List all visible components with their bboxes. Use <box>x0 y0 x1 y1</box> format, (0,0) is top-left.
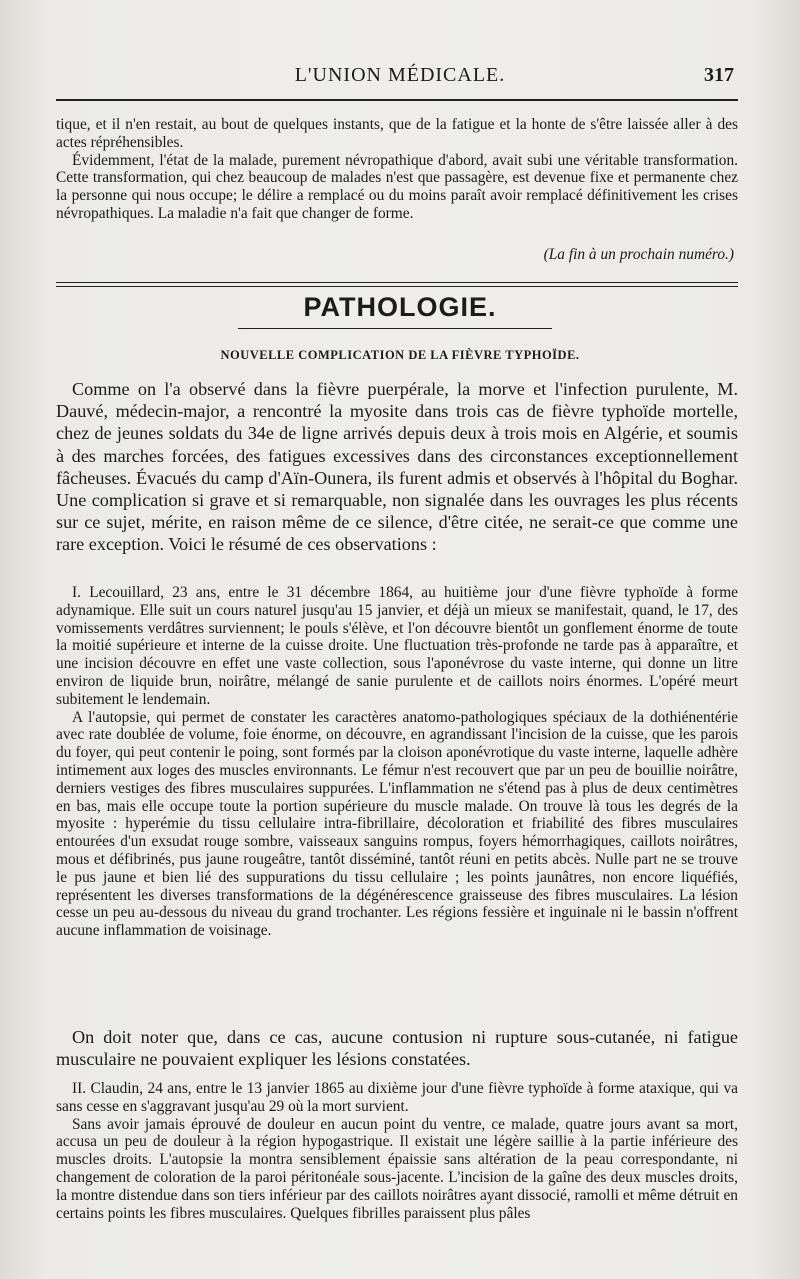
paragraph: On doit noter que, dans ce cas, aucune contusion ni rupture sous-cutanée, ni fatigue musculaire ne pouvaient expliquer les lésions constatées. <box>56 1027 738 1070</box>
article-title: NOUVELLE COMPLICATION DE LA FIÈVRE TYPHOÏDE. <box>220 348 580 362</box>
previous-article-text <box>56 116 738 223</box>
running-title: L'UNION MÉDICALE. <box>294 64 506 86</box>
continuation-note: (La fin à un prochain numéro.) <box>543 246 734 263</box>
paragraph: Comme on l'a observé dans la fièvre puerpérale, la morve et l'infection purulente, M. Dauvé, médecin-major, a rencontré la myosite dans trois cas de fièvre typhoïde mortelle, chez de jeunes soldats du 34e de ligne arrivés depuis deux à trois mois en Algérie, et soumis à des marches forcées, des fatigues excessives dans des circonstances exceptionnellement fâcheuses. Évacués du camp d'Aïn-Ounera, ils furent admis et observés à l'hôpital du Boghar. Une complication si grave et si remarquable, non signalée dans les ouvrages les plus récents sur ce sujet, mérite, en raison même de ce silence, d'être citée, ne serait-ce que comme une rare exception. Voici le résumé de ces observations : <box>56 379 738 555</box>
paragraph: I. Lecouillard, 23 ans, entre le 31 décembre 1864, au huitième jour d'une fièvre typhoïde à forme adynamique. Elle suit un cours naturel jusqu'au 15 janvier, et déjà un mieux se manifestait, quand, le 17, des vomissements verdâtres surviennent; le pouls s'élève, et l'on découvre bientôt un gonflement énorme de toute la moitié supérieure et interne de la cuisse droite. Une fluctuation très-profonde ne tarde pas à apparaître, et une incision découvre en effet une vaste collection, sous l'aponévrose du vaste interne, qui donne un litre environ de liquide brun, noirâtre, mélangé de sanie purulente et de caillots noirs énormes. L'opéré meurt subitement le lendemain. <box>56 584 738 708</box>
section-title: PATHOLOGIE. <box>303 292 497 322</box>
page-header <box>0 64 800 94</box>
page-number: 317 <box>704 64 734 86</box>
article-intro <box>56 378 738 556</box>
paragraph: A l'autopsie, qui permet de constater les caractères anatomo-pathologiques spéciaux de la dothiénentérie avec rate doublée de volume, foie énorme, on découvre, en agrandissant l'incision de la cuisse, que les parois du foyer, qui peut contenir le poing, sont formés par la cloison aponévrotique du vaste interne, laquelle adhère intimement aux loges des muscles environnants. Le fémur n'est recouvert que par un peu de bouillie noirâtre, derniers vestiges des fibres musculaires suppurées. L'inflammation ne s'étend pas à plus de deux centimètres en bas, mais elle occupe toute la portion supérieure du muscle malade. On trouve là tous les degrés de la myosite : hyperémie du tissu cellulaire intra-fibrillaire, décoloration et friabilité des fibres musculaires entourées d'un exsudat rouge sombre, vaisseaux sanguins rompus, foyers hémorrhagiques, caillots noirâtres, mous et défibrinés, pus jaune rougeâtre, tantôt disséminé, tantôt réuni en petits abcès. Nulle part ne se trouve le pus jaune et bien lié des suppurations du tissu cellulaire ; les points jaunâtres, non encore liquéfiés, représentent les diverses transformations de la dégénérescence graisseuse des fibres musculaires. La lésion cesse un peu au-dessous du niveau du grand trochanter. Les régions fessière et inguinale ni le bassin n'offrent aucune inflammation de voisinage. <box>56 708 738 940</box>
section-rule-top <box>56 282 738 283</box>
paragraph: II. Claudin, 24 ans, entre le 13 janvier 1865 au dixième jour d'une fièvre typhoïde à forme ataxique, qui va sans cesse en s'aggravant jusqu'au 29 où la mort survient. <box>56 1080 738 1115</box>
section-rule-bottom <box>56 286 738 287</box>
article-note <box>56 1026 738 1070</box>
header-rule <box>56 99 738 101</box>
paragraph: Évidemment, l'état de la malade, purement névropathique d'abord, avait subi une véritable transformation. Cette transformation, qui chez beaucoup de malades n'est que passagère, est devenue fixe et permanente chez la personne qui nous occupe; le délire a remplacé ou du moins paraît avoir remplacé définitivement les crises névropathiques. La maladie n'a fait que changer de forme. <box>56 151 738 222</box>
paragraph: Sans avoir jamais éprouvé de douleur en aucun point du ventre, ce malade, quatre jours avant sa mort, accusa un peu de douleur à la région hypogastrique. Il existait une légère saillie à la partie inférieure des muscles droits. L'autopsie la montra sensiblement épaissie sans altération de la peau correspondante, ni changement de coloration de la paroi péritonéale sous-jacente. L'incision de la gaîne des deux muscles droits, la montre distendue dans son tiers inférieur par des caillots noirâtres ayant dissocié, ramolli et même détruit en certains points les fibres musculaires. Quelques fibrilles paraissent plus pâles <box>56 1115 738 1222</box>
case-two <box>56 1080 738 1222</box>
paragraph: tique, et il n'en restait, au bout de quelques instants, que de la fatigue et la honte de s'être laissée aller à des actes répréhensibles. <box>56 116 738 151</box>
section-title-underline <box>238 328 552 329</box>
case-one <box>56 584 738 940</box>
